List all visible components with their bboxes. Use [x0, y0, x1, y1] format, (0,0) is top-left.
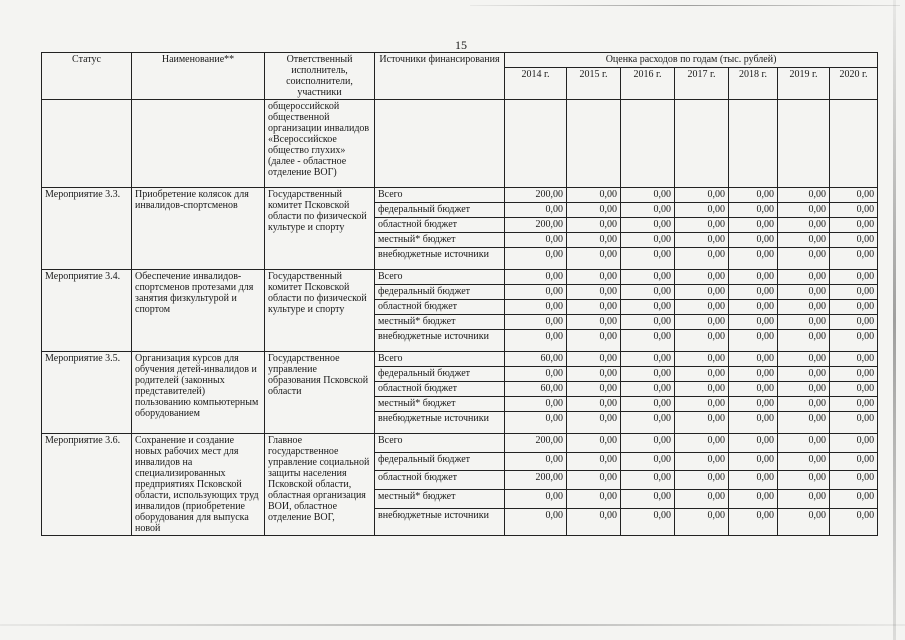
value-cell: 0,00 — [830, 397, 878, 412]
value-cell: 0,00 — [675, 452, 729, 471]
budget-table — [41, 52, 878, 536]
name-cell: Обеспечение инвалидов-спортсменов протезами для занятия физкультурой и спортом — [132, 270, 265, 352]
value-cell: 0,00 — [567, 218, 621, 233]
value-cell: 0,00 — [830, 508, 878, 535]
page-number: 15 — [455, 38, 467, 52]
value-cell: 0,00 — [505, 203, 567, 218]
value-cell: 0,00 — [830, 434, 878, 453]
name-cell: Приобретение колясок для инвалидов-спортсменов — [132, 188, 265, 270]
value-cell: 0,00 — [729, 233, 778, 248]
value-cell: 0,00 — [675, 270, 729, 285]
value-cell: 0,00 — [567, 330, 621, 352]
value-cell: 0,00 — [778, 471, 830, 490]
header-estimate: Оценка расходов по годам (тыс. рублей) — [505, 53, 878, 68]
value-cell: 200,00 — [505, 188, 567, 203]
value-cell: 0,00 — [675, 188, 729, 203]
value-cell: 0,00 — [675, 315, 729, 330]
value-cell: 0,00 — [729, 218, 778, 233]
value-cell: 0,00 — [830, 270, 878, 285]
value-cell: 60,00 — [505, 352, 567, 367]
table-row — [42, 270, 878, 285]
value-cell: 0,00 — [505, 489, 567, 508]
status-cell: Мероприятие 3.3. — [42, 188, 132, 270]
source-label: Всего — [375, 270, 505, 285]
source-label: местный* бюджет — [375, 315, 505, 330]
value-cell: 0,00 — [621, 452, 675, 471]
source-label: внебюджетные источники — [375, 248, 505, 270]
header-year: 2018 г. — [729, 67, 778, 99]
value-cell: 0,00 — [778, 489, 830, 508]
value-cell: 0,00 — [621, 285, 675, 300]
value-cell: 0,00 — [621, 203, 675, 218]
value-cell: 0,00 — [830, 285, 878, 300]
value-cell: 0,00 — [729, 367, 778, 382]
responsible-cell: общероссийской общественной организации инвалидов «Всероссийское общество глухих» (далее - областное отделение ВОГ) — [265, 100, 375, 188]
value-cell: 0,00 — [505, 285, 567, 300]
status-cell: Мероприятие 3.6. — [42, 434, 132, 536]
source-label: федеральный бюджет — [375, 367, 505, 382]
value-cell: 0,00 — [729, 489, 778, 508]
source-label: Всего — [375, 434, 505, 453]
value-cell: 0,00 — [675, 397, 729, 412]
value-cell: 0,00 — [567, 233, 621, 248]
value-cell: 0,00 — [729, 397, 778, 412]
name-cell: Сохранение и создание новых рабочих мест для инвалидов на специализированных предприятиях Псковской области, использующих труд инвалидов (приобретение оборудования для выпуска новой — [132, 434, 265, 536]
value-cell: 0,00 — [675, 382, 729, 397]
value-cell: 0,00 — [830, 218, 878, 233]
value-cell: 0,00 — [621, 367, 675, 382]
value-cell: 60,00 — [505, 382, 567, 397]
header-year: 2020 г. — [830, 67, 878, 99]
scan-artifact-top — [470, 5, 900, 6]
source-label: Всего — [375, 352, 505, 367]
value-cell: 0,00 — [567, 248, 621, 270]
name-cell: Организация курсов для обучения детей-инвалидов и родителей (законных представителей) пользованию компьютерным оборудованием — [132, 352, 265, 434]
value-cell: 0,00 — [675, 233, 729, 248]
value-cell: 0,00 — [675, 434, 729, 453]
source-label: внебюджетные источники — [375, 412, 505, 434]
table-row — [42, 434, 878, 453]
source-label: внебюджетные источники — [375, 330, 505, 352]
value-cell: 0,00 — [830, 489, 878, 508]
value-cell: 0,00 — [830, 203, 878, 218]
value-cell: 0,00 — [505, 367, 567, 382]
responsible-cell: Государственный комитет Псковской области по физической культуре и спорту — [265, 188, 375, 270]
value-cell: 0,00 — [729, 270, 778, 285]
value-cell: 0,00 — [621, 315, 675, 330]
source-label: внебюджетные источники — [375, 508, 505, 535]
value-cell: 0,00 — [729, 471, 778, 490]
value-cell: 0,00 — [729, 300, 778, 315]
value-cell: 200,00 — [505, 471, 567, 490]
status-cell — [42, 100, 132, 188]
value-cell: 0,00 — [675, 508, 729, 535]
value-cell: 0,00 — [567, 452, 621, 471]
value-cell: 0,00 — [675, 285, 729, 300]
value-cell: 0,00 — [567, 285, 621, 300]
value-cell: 0,00 — [567, 367, 621, 382]
value-cell: 0,00 — [778, 330, 830, 352]
value-cell: 0,00 — [778, 218, 830, 233]
value-cell: 0,00 — [778, 248, 830, 270]
value-cell: 0,00 — [621, 508, 675, 535]
value-cell: 0,00 — [778, 233, 830, 248]
value-cell: 0,00 — [830, 352, 878, 367]
header-responsible: Ответственный исполнитель, соисполнители, участники — [265, 53, 375, 100]
value-cell: 0,00 — [505, 508, 567, 535]
value-cell: 0,00 — [675, 300, 729, 315]
value-cell: 0,00 — [675, 412, 729, 434]
header-status: Статус — [42, 53, 132, 100]
value-cell: 0,00 — [567, 315, 621, 330]
header-year: 2014 г. — [505, 67, 567, 99]
value-cell: 0,00 — [567, 489, 621, 508]
value-cell: 0,00 — [729, 382, 778, 397]
header-year: 2019 г. — [778, 67, 830, 99]
value-cell: 0,00 — [621, 382, 675, 397]
value-cell: 0,00 — [621, 330, 675, 352]
value-cell: 0,00 — [675, 489, 729, 508]
source-label: областной бюджет — [375, 300, 505, 315]
value-cell: 0,00 — [830, 471, 878, 490]
value-cell: 0,00 — [505, 397, 567, 412]
value-cell: 0,00 — [778, 367, 830, 382]
source-label: местный* бюджет — [375, 489, 505, 508]
value-cell: 0,00 — [830, 412, 878, 434]
value-cell: 0,00 — [729, 285, 778, 300]
value-cell: 0,00 — [675, 352, 729, 367]
header-sources: Источники финансирования — [375, 53, 505, 100]
value-cell: 0,00 — [729, 352, 778, 367]
source-label: федеральный бюджет — [375, 285, 505, 300]
source-label: местный* бюджет — [375, 397, 505, 412]
value-cell: 0,00 — [778, 434, 830, 453]
value-cell: 0,00 — [675, 330, 729, 352]
table-row — [42, 188, 878, 203]
value-cell: 0,00 — [621, 471, 675, 490]
responsible-cell: Государственный комитет Псковской области по физической культуре и спорту — [265, 270, 375, 352]
value-cell: 0,00 — [567, 203, 621, 218]
value-cell: 0,00 — [621, 489, 675, 508]
value-cell: 0,00 — [567, 434, 621, 453]
value-cell: 0,00 — [729, 188, 778, 203]
value-cell: 0,00 — [729, 412, 778, 434]
value-cell: 0,00 — [505, 315, 567, 330]
scan-artifact-edge — [893, 0, 896, 640]
value-cell: 0,00 — [505, 412, 567, 434]
value-cell: 0,00 — [505, 270, 567, 285]
value-cell: 0,00 — [675, 203, 729, 218]
value-cell: 0,00 — [621, 352, 675, 367]
header-year: 2017 г. — [675, 67, 729, 99]
value-cell: 0,00 — [675, 471, 729, 490]
value-cell: 200,00 — [505, 218, 567, 233]
value-cell: 0,00 — [621, 397, 675, 412]
responsible-cell: Государственное управление образования Псковской области — [265, 352, 375, 434]
value-cell: 0,00 — [505, 233, 567, 248]
value-cell: 0,00 — [830, 248, 878, 270]
value-cell: 0,00 — [675, 248, 729, 270]
value-cell: 0,00 — [830, 382, 878, 397]
value-cell: 0,00 — [567, 270, 621, 285]
source-label: областной бюджет — [375, 471, 505, 490]
value-cell: 0,00 — [567, 188, 621, 203]
value-cell: 0,00 — [567, 471, 621, 490]
value-cell: 0,00 — [505, 248, 567, 270]
value-cell: 0,00 — [729, 434, 778, 453]
name-cell — [132, 100, 265, 188]
source-label: областной бюджет — [375, 218, 505, 233]
value-cell: 0,00 — [778, 452, 830, 471]
value-cell: 0,00 — [778, 203, 830, 218]
value-cell: 0,00 — [675, 367, 729, 382]
status-cell: Мероприятие 3.4. — [42, 270, 132, 352]
value-cell: 0,00 — [621, 233, 675, 248]
source-label: федеральный бюджет — [375, 203, 505, 218]
value-cell: 0,00 — [567, 508, 621, 535]
value-cell: 0,00 — [621, 412, 675, 434]
source-cell — [375, 100, 505, 188]
value-cell: 0,00 — [621, 434, 675, 453]
value-cell: 0,00 — [621, 188, 675, 203]
value-cell: 0,00 — [830, 452, 878, 471]
value-cell: 0,00 — [621, 218, 675, 233]
value-cell: 0,00 — [830, 300, 878, 315]
value-cell: 0,00 — [729, 315, 778, 330]
value-cell: 0,00 — [729, 330, 778, 352]
source-label: Всего — [375, 188, 505, 203]
value-cell: 0,00 — [830, 330, 878, 352]
source-label: местный* бюджет — [375, 233, 505, 248]
value-cell: 0,00 — [778, 508, 830, 535]
value-cell: 0,00 — [778, 188, 830, 203]
scan-artifact-bottom — [0, 624, 905, 626]
value-cell: 0,00 — [729, 508, 778, 535]
status-cell: Мероприятие 3.5. — [42, 352, 132, 434]
value-cell: 0,00 — [729, 452, 778, 471]
value-cell: 0,00 — [675, 218, 729, 233]
value-cell: 0,00 — [830, 233, 878, 248]
table-row — [42, 352, 878, 367]
value-cell: 0,00 — [778, 300, 830, 315]
value-cell: 0,00 — [567, 397, 621, 412]
value-cell: 0,00 — [505, 300, 567, 315]
header-year: 2016 г. — [621, 67, 675, 99]
responsible-cell: Главное государственное управление социальной защиты населения Псковской области, областная организация ВОИ, областное отделение ВОГ, — [265, 434, 375, 536]
value-cell: 0,00 — [567, 382, 621, 397]
value-cell: 0,00 — [778, 315, 830, 330]
header-year: 2015 г. — [567, 67, 621, 99]
header-name: Наименование** — [132, 53, 265, 100]
value-cell: 0,00 — [778, 412, 830, 434]
table-row-continuation — [42, 100, 878, 188]
value-cell: 0,00 — [830, 315, 878, 330]
value-cell: 0,00 — [505, 330, 567, 352]
value-cell: 0,00 — [729, 248, 778, 270]
source-label: федеральный бюджет — [375, 452, 505, 471]
value-cell: 0,00 — [567, 412, 621, 434]
value-cell: 0,00 — [778, 285, 830, 300]
value-cell: 0,00 — [778, 397, 830, 412]
value-cell: 200,00 — [505, 434, 567, 453]
value-cell: 0,00 — [621, 270, 675, 285]
value-cell: 0,00 — [778, 352, 830, 367]
value-cell: 0,00 — [778, 382, 830, 397]
value-cell: 0,00 — [505, 452, 567, 471]
value-cell: 0,00 — [567, 300, 621, 315]
value-cell: 0,00 — [830, 188, 878, 203]
value-cell: 0,00 — [778, 270, 830, 285]
value-cell: 0,00 — [729, 203, 778, 218]
value-cell: 0,00 — [567, 352, 621, 367]
value-cell: 0,00 — [621, 300, 675, 315]
source-label: областной бюджет — [375, 382, 505, 397]
value-cell: 0,00 — [830, 367, 878, 382]
value-cell: 0,00 — [621, 248, 675, 270]
